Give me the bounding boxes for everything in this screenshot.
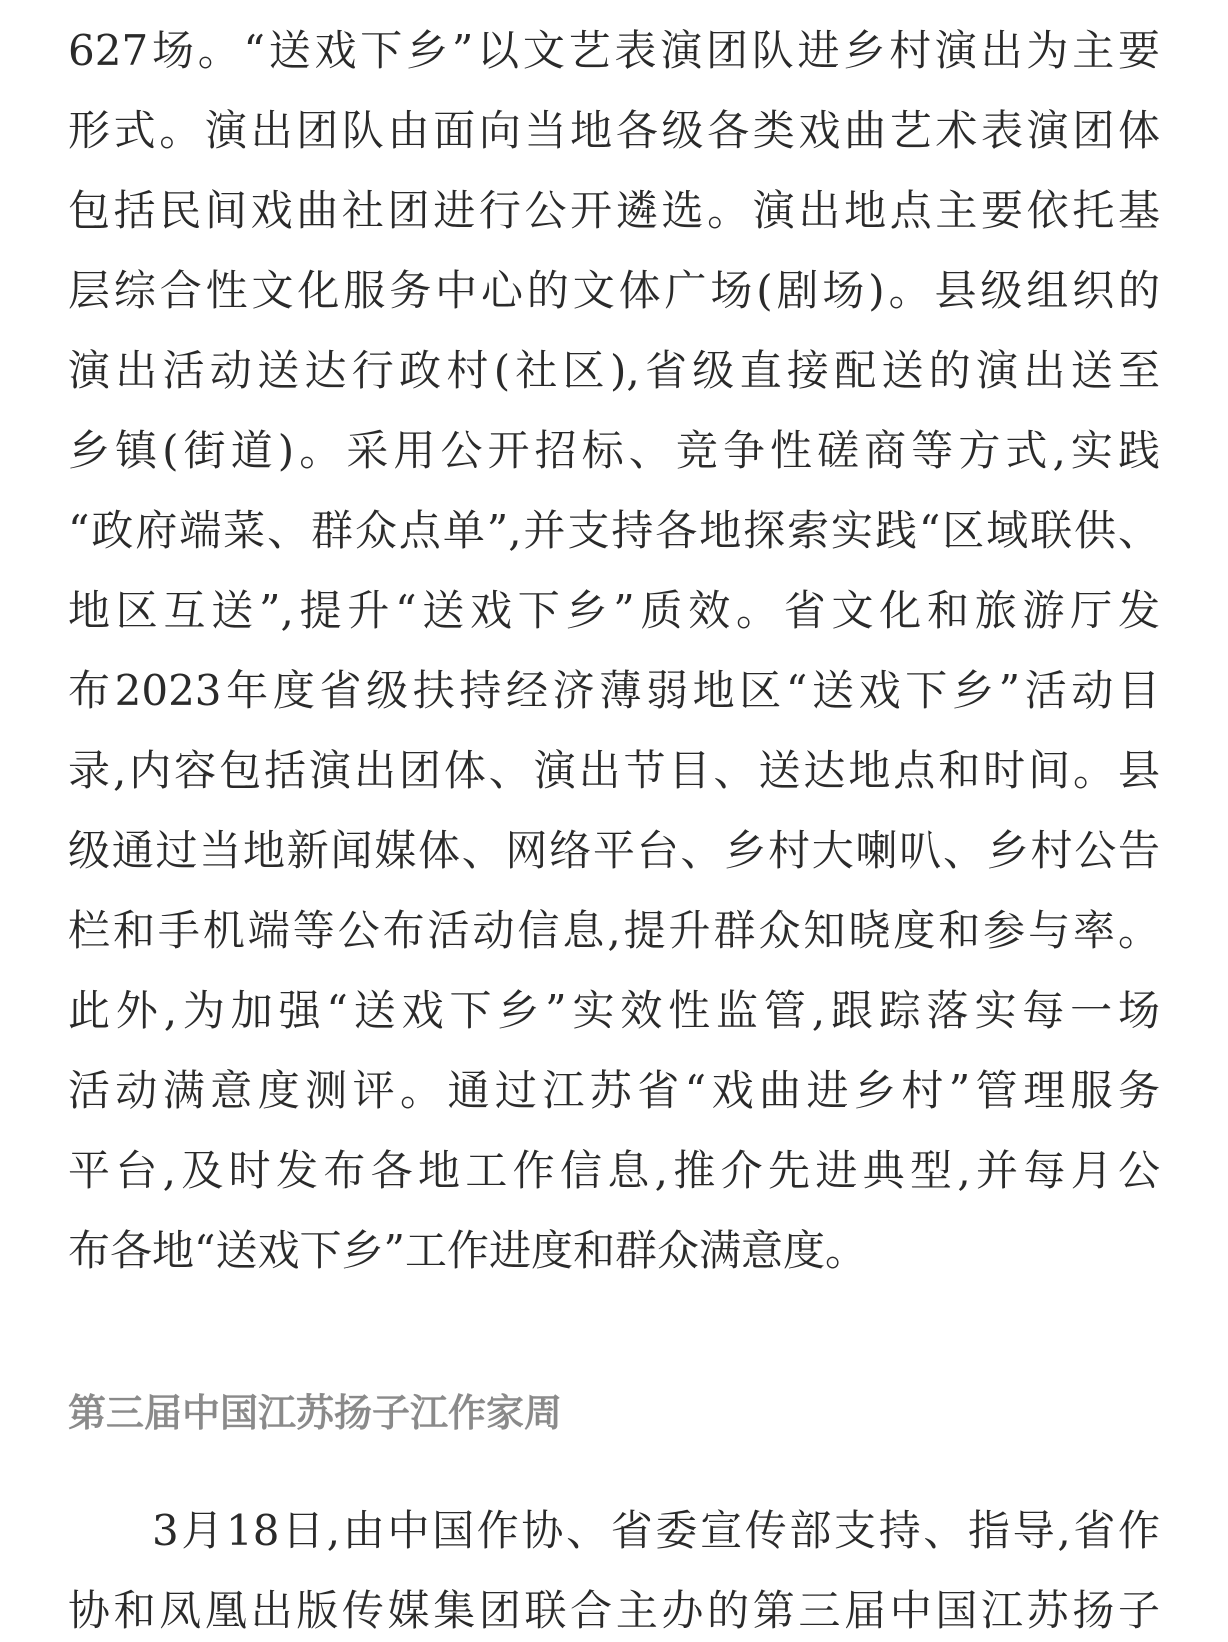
section-heading: 第三届中国江苏扬子江作家周: [68, 1391, 563, 1435]
paragraph-line: 栏和手机端等公布活动信息,提升群众知晓度和参与率。: [68, 906, 1160, 955]
paragraph-line: 级通过当地新闻媒体、网络平台、乡村大喇叭、乡村公告: [68, 826, 1160, 875]
paragraph-line: 形式。演出团队由面向当地各级各类戏曲艺术表演团体: [68, 106, 1160, 155]
paragraph-line: 活动满意度测评。通过江苏省“戏曲进乡村”管理服务: [68, 1066, 1160, 1115]
paragraph-line: 协和凤凰出版传媒集团联合主办的第三届中国江苏扬子: [68, 1586, 1160, 1635]
paragraph-line: 布各地“送戏下乡”工作进度和群众满意度。: [68, 1226, 867, 1275]
paragraph-line: 3月18日,由中国作协、省委宣传部支持、指导,省作: [152, 1506, 1160, 1555]
paragraph-line: 此外,为加强“送戏下乡”实效性监管,跟踪落实每一场: [68, 986, 1160, 1035]
paragraph-line: 层综合性文化服务中心的文体广场(剧场)。县级组织的: [68, 266, 1160, 315]
paragraph-line: 录,内容包括演出团体、演出节目、送达地点和时间。县: [68, 746, 1160, 795]
paragraph-line: 乡镇(街道)。采用公开招标、竞争性磋商等方式,实践: [68, 426, 1160, 475]
paragraph-line: “政府端菜、群众点单”,并支持各地探索实践“区域联供、: [68, 506, 1160, 555]
paragraph-line: 演出活动送达行政村(社区),省级直接配送的演出送至: [68, 346, 1160, 395]
paragraph-line: 627场。“送戏下乡”以文艺表演团队进乡村演出为主要: [68, 26, 1160, 75]
paragraph-line: 布2023年度省级扶持经济薄弱地区“送戏下乡”活动目: [68, 666, 1160, 715]
paragraph-line: 平台,及时发布各地工作信息,推介先进典型,并每月公: [68, 1146, 1160, 1195]
paragraph-line: 包括民间戏曲社团进行公开遴选。演出地点主要依托基: [68, 186, 1160, 235]
paragraph-line: 地区互送”,提升“送戏下乡”质效。省文化和旅游厅发: [68, 586, 1160, 635]
